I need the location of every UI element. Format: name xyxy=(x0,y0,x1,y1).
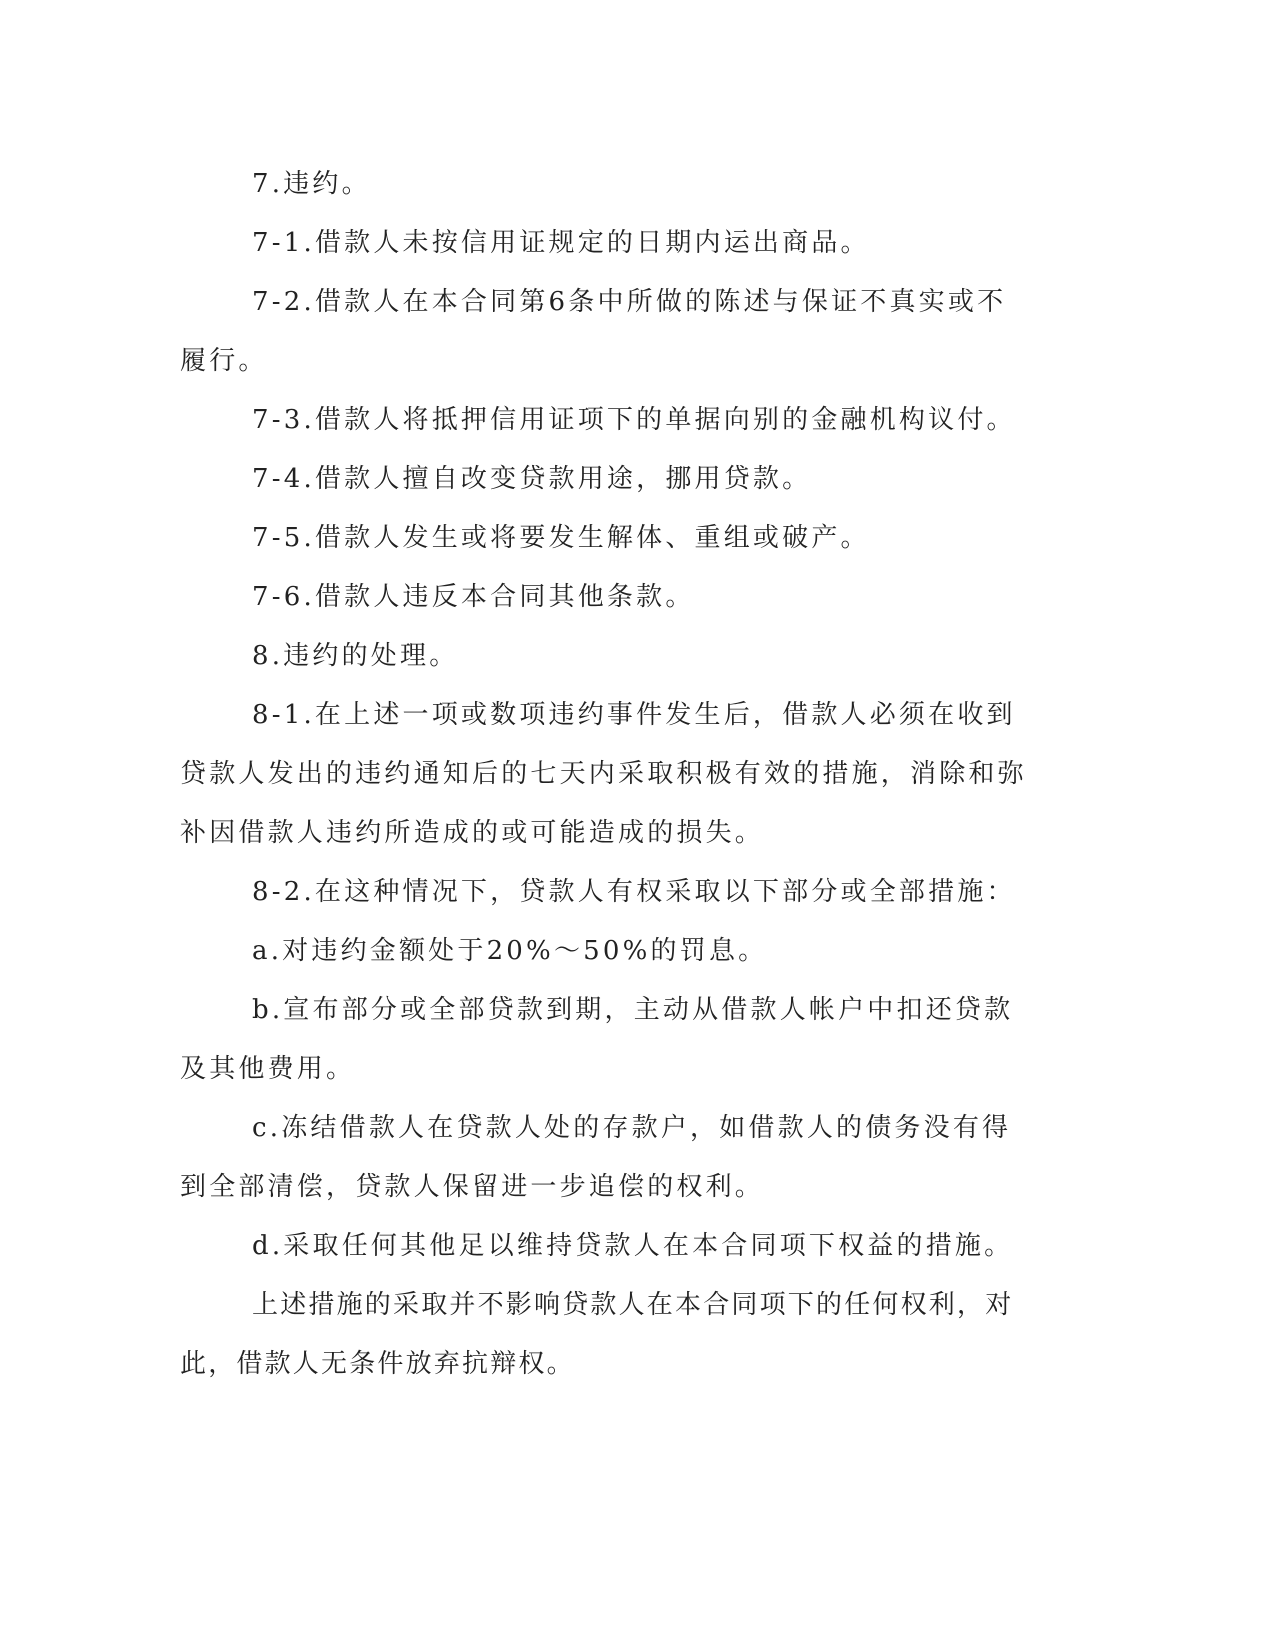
document-page xyxy=(180,155,1030,1394)
paragraph-8: 8.违约的处理。 xyxy=(252,641,459,671)
paragraph-7-2: 7-2.借款人在本合同第6条中所做的陈述与保证不真实或不履行。 xyxy=(180,287,1007,376)
paragraph-8-2-c: c.冻结借款人在贷款人处的存款户，如借款人的债务没有得到全部清偿，贷款人保留进一步追偿的权利。 xyxy=(180,1113,1012,1202)
paragraph-8-2-b: b.宣布部分或全部贷款到期，主动从借款人帐户中扣还贷款及其他费用。 xyxy=(180,995,1014,1084)
paragraph-8-2: 8-2.在这种情况下，贷款人有权采取以下部分或全部措施： xyxy=(252,877,1016,907)
paragraph-8-2-d: d.采取任何其他足以维持贷款人在本合同项下权益的措施。 xyxy=(252,1231,1014,1261)
paragraph-8-1: 8-1.在上述一项或数项违约事件发生后，借款人必须在收到贷款人发出的违约通知后的七天内采取积极有效的措施，消除和弥补因借款人违约所造成的或可能造成的损失。 xyxy=(180,700,1027,848)
paragraph-7: 7.违约。 xyxy=(252,169,371,199)
paragraph-7-4: 7-4.借款人擅自改变贷款用途，挪用贷款。 xyxy=(252,464,812,494)
paragraph-7-5: 7-5.借款人发生或将要发生解体、重组或破产。 xyxy=(252,523,870,553)
paragraph-8-2-a: a.对违约金额处于20%～50%的罚息。 xyxy=(252,936,768,966)
paragraph-7-3: 7-3.借款人将抵押信用证项下的单据向别的金融机构议付。 xyxy=(252,405,1016,435)
paragraph-closing: 上述措施的采取并不影响贷款人在本合同项下的任何权利，对此，借款人无条件放弃抗辩权。 xyxy=(180,1290,1014,1379)
paragraph-7-1: 7-1.借款人未按信用证规定的日期内运出商品。 xyxy=(252,228,870,258)
paragraph-7-6: 7-6.借款人违反本合同其他条款。 xyxy=(252,582,695,612)
